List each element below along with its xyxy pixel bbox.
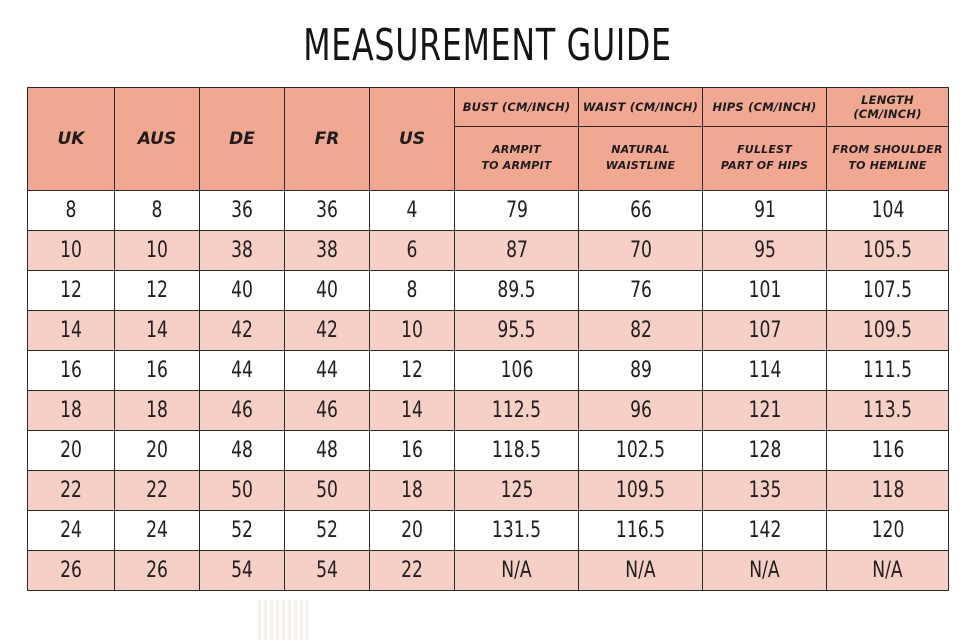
table-cell: 44 bbox=[285, 351, 370, 391]
table-cell: 120 bbox=[827, 511, 949, 551]
table-cell: 76 bbox=[579, 271, 703, 311]
table-cell: 26 bbox=[115, 551, 200, 591]
table-cell: 128 bbox=[703, 431, 827, 471]
paper-texture-mark bbox=[258, 600, 308, 640]
table-cell: 8 bbox=[115, 191, 200, 231]
table-cell: 106 bbox=[455, 351, 579, 391]
table-row bbox=[28, 431, 949, 471]
waist-description-line: NATURAL bbox=[611, 143, 670, 157]
table-cell: 18 bbox=[28, 391, 115, 431]
table-cell: N/A bbox=[827, 551, 949, 591]
table-cell: 82 bbox=[579, 311, 703, 351]
table-cell: 118 bbox=[827, 471, 949, 511]
table-cell: 142 bbox=[703, 511, 827, 551]
table-cell: N/A bbox=[455, 551, 579, 591]
length-description-line: TO HEMLINE bbox=[848, 159, 927, 173]
table-cell: 101 bbox=[703, 271, 827, 311]
table-cell: 109.5 bbox=[827, 311, 949, 351]
header-row bbox=[28, 88, 949, 127]
table-row bbox=[28, 471, 949, 511]
table-cell: 52 bbox=[285, 511, 370, 551]
table-cell: 121 bbox=[703, 391, 827, 431]
column-header-aus: AUS bbox=[115, 88, 200, 191]
column-header-uk: UK bbox=[28, 88, 115, 191]
bust-description bbox=[455, 126, 579, 190]
column-header-waist: WAIST (CM/INCH) bbox=[579, 88, 703, 127]
table-cell: 125 bbox=[455, 471, 579, 511]
table-cell: 24 bbox=[115, 511, 200, 551]
table-cell: 38 bbox=[285, 231, 370, 271]
table-cell: 109.5 bbox=[579, 471, 703, 511]
table-cell: 38 bbox=[200, 231, 285, 271]
table-cell: 8 bbox=[370, 271, 455, 311]
table-row bbox=[28, 511, 949, 551]
table-cell: 50 bbox=[200, 471, 285, 511]
table-cell: N/A bbox=[579, 551, 703, 591]
table-cell: 112.5 bbox=[455, 391, 579, 431]
table-cell: 113.5 bbox=[827, 391, 949, 431]
table-cell: 42 bbox=[285, 311, 370, 351]
table-cell: 107.5 bbox=[827, 271, 949, 311]
table-cell: 107 bbox=[703, 311, 827, 351]
table-cell: 104 bbox=[827, 191, 949, 231]
table-cell: 14 bbox=[115, 311, 200, 351]
column-header-length: LENGTH (CM/INCH) bbox=[827, 88, 949, 127]
table-cell: 10 bbox=[115, 231, 200, 271]
table-cell: 14 bbox=[28, 311, 115, 351]
table-cell: 54 bbox=[285, 551, 370, 591]
waist-description-line: WAISTLINE bbox=[605, 159, 676, 173]
table-cell: 40 bbox=[285, 271, 370, 311]
measurement-table bbox=[27, 87, 949, 591]
table-cell: 10 bbox=[28, 231, 115, 271]
table-cell: 16 bbox=[28, 351, 115, 391]
column-header-hips: HIPS (CM/INCH) bbox=[703, 88, 827, 127]
table-cell: 6 bbox=[370, 231, 455, 271]
table-cell: 95 bbox=[703, 231, 827, 271]
table-cell: 102.5 bbox=[579, 431, 703, 471]
column-header-us: US bbox=[370, 88, 455, 191]
table-cell: 22 bbox=[28, 471, 115, 511]
hips-description bbox=[703, 126, 827, 190]
table-cell: 89 bbox=[579, 351, 703, 391]
table-cell: 46 bbox=[285, 391, 370, 431]
table-cell: 54 bbox=[200, 551, 285, 591]
table-cell: 20 bbox=[115, 431, 200, 471]
column-header-bust: BUST (CM/INCH) bbox=[455, 88, 579, 127]
page-title: MEASUREMENT GUIDE bbox=[303, 19, 672, 71]
table-row bbox=[28, 391, 949, 431]
length-description bbox=[827, 126, 949, 190]
table-cell: 20 bbox=[28, 431, 115, 471]
table-cell: 50 bbox=[285, 471, 370, 511]
table-cell: 12 bbox=[28, 271, 115, 311]
table-cell: 4 bbox=[370, 191, 455, 231]
table-cell: 66 bbox=[579, 191, 703, 231]
table-cell: 16 bbox=[115, 351, 200, 391]
table-cell: 114 bbox=[703, 351, 827, 391]
table-cell: 116 bbox=[827, 431, 949, 471]
table-cell: 95.5 bbox=[455, 311, 579, 351]
table-cell: 42 bbox=[200, 311, 285, 351]
table-row bbox=[28, 271, 949, 311]
table-cell: 48 bbox=[200, 431, 285, 471]
table-row bbox=[28, 231, 949, 271]
table-cell: 118.5 bbox=[455, 431, 579, 471]
table-cell: 22 bbox=[370, 551, 455, 591]
table-row bbox=[28, 551, 949, 591]
table-cell: 111.5 bbox=[827, 351, 949, 391]
table-cell: 16 bbox=[370, 431, 455, 471]
table-cell: 116.5 bbox=[579, 511, 703, 551]
table-cell: 135 bbox=[703, 471, 827, 511]
table-row bbox=[28, 351, 949, 391]
hips-description-line: PART OF HIPS bbox=[720, 159, 809, 173]
table-cell: 18 bbox=[370, 471, 455, 511]
table-cell: 44 bbox=[200, 351, 285, 391]
table-cell: 89.5 bbox=[455, 271, 579, 311]
table-row bbox=[28, 191, 949, 231]
hips-description-line: FULLEST bbox=[737, 143, 792, 157]
table-cell: 96 bbox=[579, 391, 703, 431]
table-cell: 131.5 bbox=[455, 511, 579, 551]
table-cell: 24 bbox=[28, 511, 115, 551]
length-description-line: FROM SHOULDER bbox=[832, 143, 943, 157]
table-cell: 26 bbox=[28, 551, 115, 591]
table-cell: 10 bbox=[370, 311, 455, 351]
bust-description-line: ARMPIT bbox=[492, 143, 541, 157]
table-cell: 40 bbox=[200, 271, 285, 311]
table-cell: 18 bbox=[115, 391, 200, 431]
table-cell: 52 bbox=[200, 511, 285, 551]
table-cell: 20 bbox=[370, 511, 455, 551]
column-header-de: DE bbox=[200, 88, 285, 191]
table-cell: 48 bbox=[285, 431, 370, 471]
column-header-fr: FR bbox=[285, 88, 370, 191]
table-cell: 46 bbox=[200, 391, 285, 431]
bust-description-line: TO ARMPIT bbox=[481, 159, 552, 173]
table-cell: 22 bbox=[115, 471, 200, 511]
table-cell: N/A bbox=[703, 551, 827, 591]
table-cell: 70 bbox=[579, 231, 703, 271]
table-row bbox=[28, 311, 949, 351]
table-cell: 36 bbox=[285, 191, 370, 231]
table-cell: 79 bbox=[455, 191, 579, 231]
table-cell: 14 bbox=[370, 391, 455, 431]
table-cell: 91 bbox=[703, 191, 827, 231]
waist-description bbox=[579, 126, 703, 190]
table-cell: 8 bbox=[28, 191, 115, 231]
table-cell: 12 bbox=[115, 271, 200, 311]
table-cell: 87 bbox=[455, 231, 579, 271]
table-cell: 105.5 bbox=[827, 231, 949, 271]
table-cell: 12 bbox=[370, 351, 455, 391]
table-cell: 36 bbox=[200, 191, 285, 231]
